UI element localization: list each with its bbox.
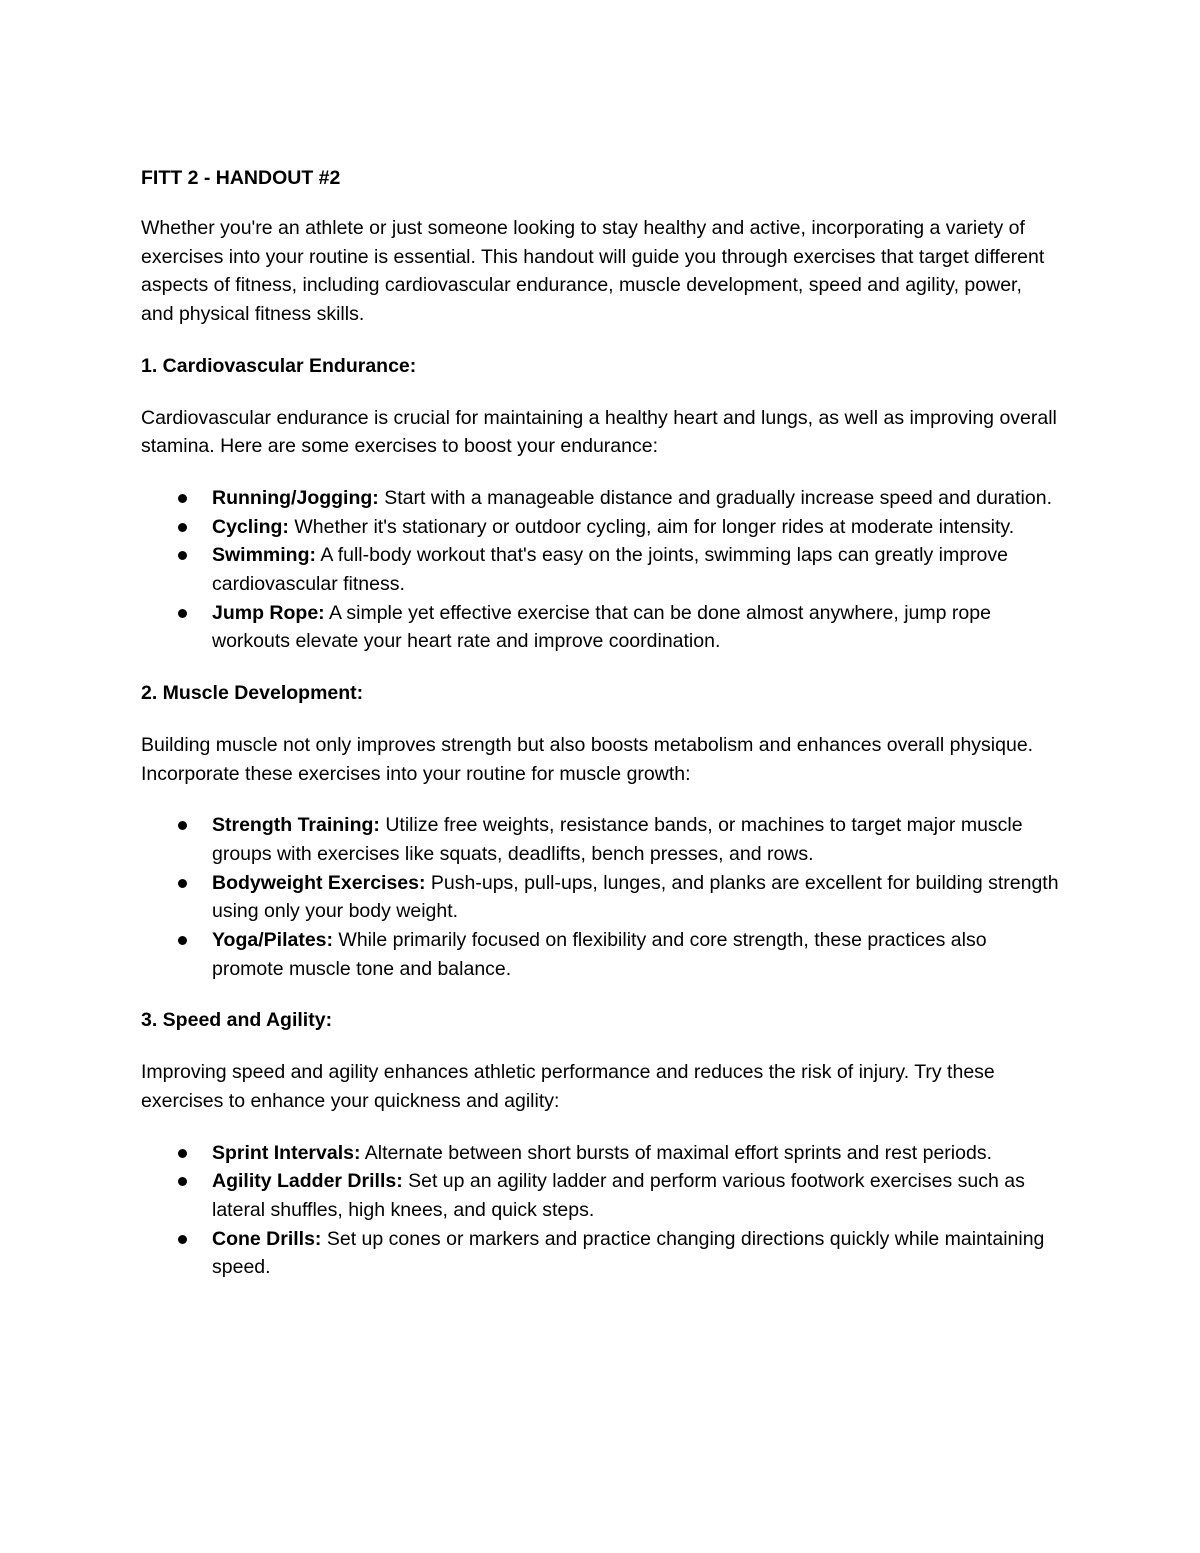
item-term: Cone Drills: xyxy=(212,1227,322,1250)
item-text: Set up cones or markers and practice changing directions quickly while maintaining speed. xyxy=(212,1227,1045,1279)
list-item xyxy=(141,1167,1059,1224)
section-description: Building muscle not only improves strength but also boosts metabolism and enhances overall physique. Incorporate these exercises into your routine for muscle growth: xyxy=(141,733,1034,785)
bullet-icon xyxy=(178,879,187,888)
item-term: Sprint Intervals: xyxy=(212,1141,361,1164)
item-text: A simple yet effective exercise that can be done almost anywhere, jump rope workouts elevate your heart rate and improve coordination. xyxy=(212,601,991,653)
bullet-icon xyxy=(178,494,187,503)
item-term: Cycling: xyxy=(212,515,289,538)
item-text: While primarily focused on flexibility and core strength, these practices also promote muscle tone and balance. xyxy=(212,929,987,980)
list-item xyxy=(141,1225,1059,1282)
intro-paragraph: Whether you're an athlete or just someone looking to stay healthy and active, incorporating a variety of exercises into your routine is essential. This handout will guide you through exercises that target different aspects of fitness, including cardiovascular endurance, muscle development, speed and agility, power, and physical fitness skills. xyxy=(141,217,1045,326)
exercise-list xyxy=(141,811,1059,983)
item-text: Set up an agility ladder and perform various footwork exercises such as lateral shuffles, high knees, and quick steps. xyxy=(212,1170,1025,1221)
item-term: Agility Ladder Drills: xyxy=(212,1170,403,1193)
bullet-icon xyxy=(178,821,187,830)
bullet-icon xyxy=(178,523,187,532)
bullet-icon xyxy=(178,1149,187,1158)
section-heading-speed: 3. Speed and Agility: xyxy=(141,1009,333,1032)
item-term: Strength Training: xyxy=(212,814,380,837)
item-term: Swimming: xyxy=(212,544,317,567)
section-heading-cardiovascular: 1. Cardiovascular Endurance: xyxy=(141,354,417,377)
list-item xyxy=(141,484,1059,513)
bullet-icon xyxy=(178,551,187,560)
list-item xyxy=(141,926,1059,983)
list-item xyxy=(141,811,1059,868)
section-description: Cardiovascular endurance is crucial for maintaining a healthy heart and lungs, as well as improving overall stamina. Here are some exercises to boost your endurance: xyxy=(141,406,1057,458)
exercise-list xyxy=(141,1139,1059,1283)
section-heading-muscle: 2. Muscle Development: xyxy=(141,682,364,705)
item-term: Bodyweight Exercises: xyxy=(212,871,426,894)
item-text: Start with a manageable distance and gradually increase speed and duration. xyxy=(378,486,1052,509)
item-term: Jump Rope: xyxy=(212,601,325,624)
list-item xyxy=(141,1139,1059,1168)
item-text: Alternate between short bursts of maximal effort sprints and rest periods. xyxy=(360,1141,992,1164)
list-item xyxy=(141,513,1059,542)
item-text: A full-body workout that's easy on the joints, swimming laps can greatly improve cardiovascular fitness. xyxy=(212,544,1008,596)
list-item xyxy=(141,599,1059,656)
item-term: Running/Jogging: xyxy=(212,486,379,509)
exercise-list xyxy=(141,484,1059,656)
list-item xyxy=(141,541,1059,598)
bullet-icon xyxy=(178,936,187,945)
document-page xyxy=(141,164,1059,1305)
bullet-icon xyxy=(178,609,187,618)
document-title: FITT 2 - HANDOUT #2 xyxy=(141,167,341,189)
item-term: Yoga/Pilates: xyxy=(212,929,334,952)
section-description: Improving speed and agility enhances athletic performance and reduces the risk of injury. Try these exercises to enhance your quickness and agility: xyxy=(141,1061,995,1112)
item-text: Whether it's stationary or outdoor cycling, aim for longer rides at moderate intensity. xyxy=(288,515,1015,538)
item-text: Utilize free weights, resistance bands, or machines to target major muscle groups with exercises like squats, deadlifts, bench presses, and rows. xyxy=(212,814,1023,865)
list-item xyxy=(141,869,1059,926)
bullet-icon xyxy=(178,1177,187,1186)
item-text: Push-ups, pull-ups, lunges, and planks are excellent for building strength using only your body weight. xyxy=(212,871,1059,923)
bullet-icon xyxy=(178,1235,187,1244)
